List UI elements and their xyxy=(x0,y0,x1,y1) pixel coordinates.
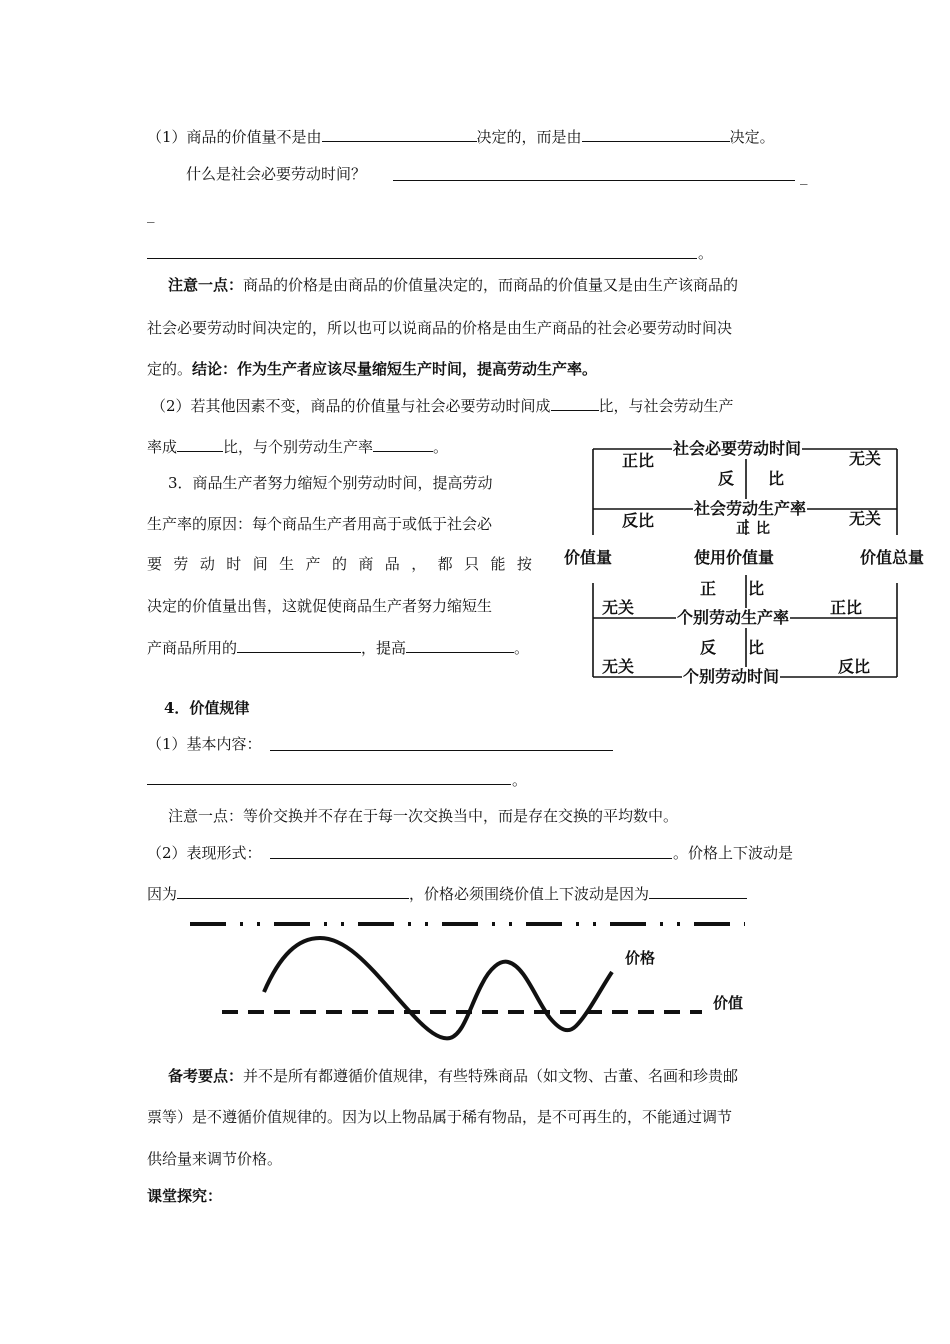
label-ratio-3: 比 xyxy=(748,638,765,657)
q3-line3: 要 劳 动 时 间 生 产 的 商 品 ， 都 只 能 按 xyxy=(147,555,532,573)
section-title: 4．价值规律 xyxy=(164,699,250,717)
label-ratio-1: 比 xyxy=(768,469,785,488)
note1-line1: 注意一点：商品的价格是由商品的价值量决定的，而商品的价值量又是由生产该商品的 xyxy=(168,276,739,294)
blank-field[interactable] xyxy=(649,884,747,899)
label-value-amount: 价值量 xyxy=(564,548,613,567)
label-inverse-ratio-br: 反比 xyxy=(838,657,871,676)
form-suffix: 。价格上下波动是 xyxy=(673,844,794,862)
classroom-heading: 课堂探究： xyxy=(147,1187,223,1205)
price-curve xyxy=(264,938,612,1038)
price-value-wave xyxy=(180,910,940,1060)
price-label: 价格 xyxy=(625,949,656,967)
blank-field[interactable] xyxy=(373,437,433,452)
blank-field[interactable] xyxy=(177,884,409,899)
label-direct-ratio-tl: 正比 xyxy=(622,451,655,470)
q1-line1: （1）商品的价值量不是由 决定的，而是由 决定。 xyxy=(147,128,775,146)
q3-line1: 3．商品生产者努力缩短个别劳动时间，提高劳动 xyxy=(168,474,493,492)
blank-field[interactable] xyxy=(177,437,223,452)
note1-line3: 定的。结论：作为生产者应该尽量缩短生产时间，提高劳动生产率。 xyxy=(147,360,598,378)
label-ratio-2: 比 xyxy=(748,579,765,598)
basic-content-label: （1）基本内容： xyxy=(147,735,262,753)
note1-line2: 社会必要劳动时间决定的，所以也可以说商品的价格是由生产商品的社会必要劳动时间决 xyxy=(147,319,733,337)
blank-field[interactable] xyxy=(551,396,599,411)
blank-field[interactable] xyxy=(406,638,514,653)
because-line: 因为 ，价格必须围绕价值上下波动是因为 xyxy=(147,884,747,904)
label-unrelated-bl: 无关 xyxy=(602,598,635,617)
blank-field[interactable] xyxy=(582,127,730,142)
q2-line2: 率成 比，与个别劳动生产率 。 xyxy=(147,438,449,456)
answer-line[interactable] xyxy=(270,858,672,859)
label-unrelated-bl2: 无关 xyxy=(602,657,635,676)
q3-line4: 决定的价值量出售，这就促使商品生产者努力缩短生 xyxy=(147,597,493,615)
dash-mark: _ xyxy=(800,167,808,185)
label-inverse-ratio-ml: 反比 xyxy=(622,511,655,530)
relationship-diagram xyxy=(560,435,945,690)
q3-line2: 生产率的原因：每个商品生产者用高于或低于社会必 xyxy=(147,515,493,533)
answer-line[interactable] xyxy=(147,258,697,259)
value-label: 价值 xyxy=(713,994,744,1012)
label-social-labor-productivity: 社会劳动生产率 xyxy=(694,499,807,518)
label-inverse-1: 反 xyxy=(718,469,735,488)
answer-line[interactable] xyxy=(270,750,613,751)
exam-line2: 票等）是不遵循价值规律的。因为以上物品属于稀有物品，是不可再生的，不能通过调节 xyxy=(147,1108,733,1126)
answer-line[interactable] xyxy=(393,180,795,181)
label-total-value: 价值总量 xyxy=(860,548,925,567)
q1-line2: 什么是社会必要劳动时间？ xyxy=(186,165,367,183)
label-social-necessary-labor-time: 社会必要劳动时间 xyxy=(673,439,802,458)
form-label: （2）表现形式： xyxy=(147,844,262,862)
label-individual-labor-productivity: 个别劳动生产率 xyxy=(677,608,790,627)
dash-mark: _ xyxy=(147,205,155,223)
label-direct-ratio-br: 正比 xyxy=(830,598,863,617)
label-use-value-amount: 使用价值量 xyxy=(694,548,775,567)
exam-line3: 供给量来调节价格。 xyxy=(147,1150,283,1168)
answer-line[interactable] xyxy=(147,784,511,785)
label-unrelated-tr: 无关 xyxy=(849,449,882,468)
label-unrelated-mr: 无关 xyxy=(849,509,882,528)
label-ratio-small: 比 xyxy=(756,521,770,537)
q2-line1: （2）若其他因素不变，商品的价值量与社会必要劳动时间成 比，与社会劳动生产 xyxy=(151,397,734,415)
exam-line1: 备考要点：并不是所有都遵循价值规律，有些特殊商品（如文物、古董、名画和珍贵邮 xyxy=(168,1067,739,1085)
note2: 注意一点：等价交换并不存在于每一次交换当中，而是存在交换的平均数中。 xyxy=(168,807,679,825)
label-inverse-3: 反 xyxy=(700,638,717,657)
period: 。 xyxy=(512,771,528,789)
label-individual-labor-time: 个别劳动时间 xyxy=(683,667,780,686)
q3-line5: 产商品所用的 ，提高 。 xyxy=(147,639,530,657)
label-direct-2: 正 xyxy=(700,579,717,598)
label-direct-small: 正 xyxy=(736,521,750,537)
blank-field[interactable] xyxy=(322,127,477,142)
period: 。 xyxy=(698,244,714,262)
blank-field[interactable] xyxy=(237,638,361,653)
